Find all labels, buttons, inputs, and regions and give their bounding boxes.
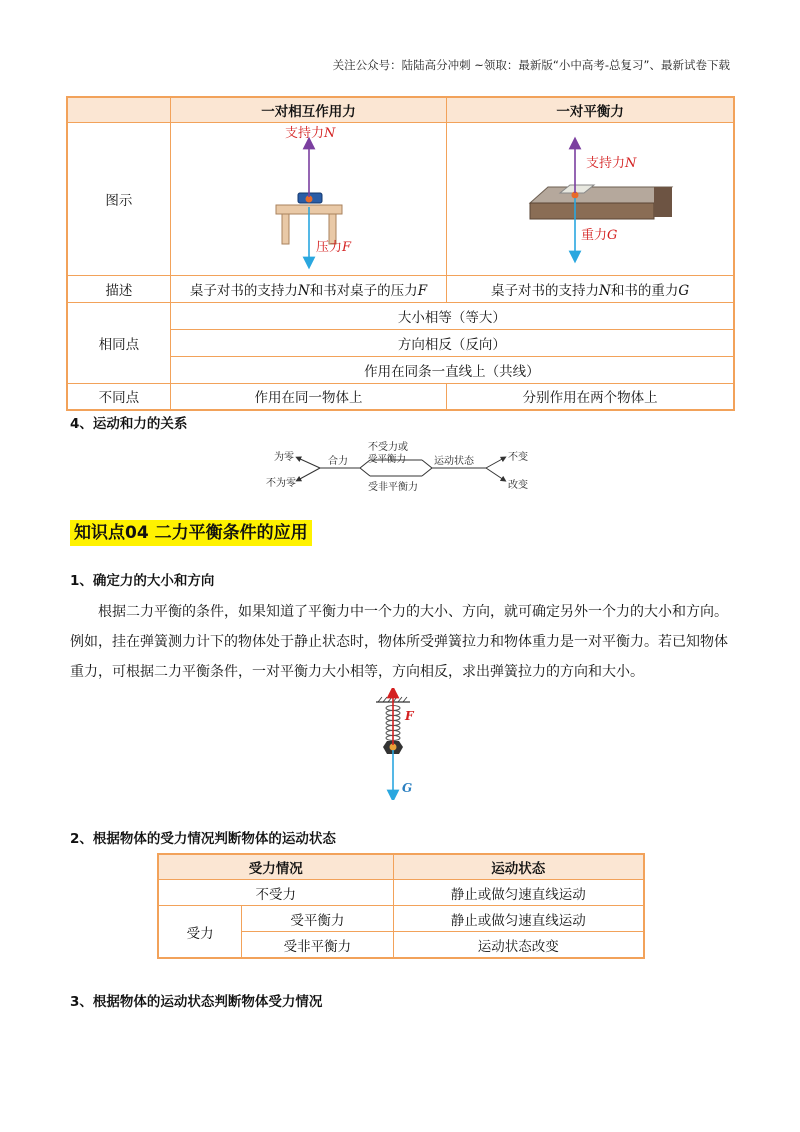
interaction-force-figure — [170, 123, 446, 276]
row1-motion: 静止或做匀速直线运动 — [393, 880, 644, 906]
force-comparison-table — [66, 96, 735, 411]
same-point-2: 方向相反（反向） — [170, 330, 734, 357]
flow-motion-state: 运动状态 — [434, 456, 474, 467]
row1-force: 不受力 — [158, 880, 393, 906]
flow-nonzero: 不为零 — [266, 478, 296, 489]
sub1-paragraph: 根据二力平衡的条件，如果知道了平衡力中一个力的大小、方向，就可确定另外一个力的大小和方向。例如，挂在弹簧测力计下的物体处于静止状态时，物体所受弹簧拉力和物体重力是一对平衡力。若已知物体重力，可根据二力平衡条件，一对平衡力大小相等，方向相反，求出弹簧拉力的方向和大小。 — [70, 604, 728, 680]
diff-balance: 分别作用在两个物体上 — [447, 384, 734, 410]
row-label-same: 相同点 — [67, 303, 170, 384]
balance-force-figure — [447, 123, 734, 276]
fig2-up-label: 支持力N — [586, 156, 637, 171]
spring-scale-figure — [366, 688, 426, 800]
col-header-force: 受力情况 — [158, 854, 393, 880]
row3-motion: 运动状态改变 — [393, 932, 644, 959]
sub2-title: 2、根据物体的受力情况判断物体的运动状态 — [70, 831, 336, 847]
col-header-interaction: 一对相互作用力 — [170, 97, 446, 123]
header-note: 关注公众号：陆陆高分冲刺 ~领取：最新版“小中高考-总复习”、最新试卷下载 — [332, 58, 730, 72]
flow-changed: 改变 — [508, 480, 528, 491]
spring-down-label: G — [402, 781, 413, 795]
sub1-title: 1、确定力的大小和方向 — [70, 573, 215, 589]
force-motion-table — [157, 853, 645, 959]
same-point-3: 作用在同条一直线上（共线） — [170, 357, 734, 384]
col-header-balance: 一对平衡力 — [447, 97, 734, 123]
col-header-motion: 运动状态 — [393, 854, 644, 880]
flow-zero: 为零 — [274, 452, 294, 463]
desc-balance: 桌子对书的支持力N和书的重力G — [447, 276, 734, 303]
flow-no-force-1: 不受力或 — [368, 442, 408, 453]
book-on-table-figure-2 — [490, 123, 690, 271]
book-on-table-figure-1 — [208, 123, 408, 271]
row-label-diagram: 图示 — [67, 123, 170, 276]
row-group-force: 受力 — [158, 906, 242, 959]
table-header-blank — [67, 97, 170, 123]
flow-unbalanced: 受非平衡力 — [368, 482, 418, 493]
spring-up-label: F — [405, 709, 414, 723]
fig1-down-label: 压力F — [316, 240, 352, 255]
knowledge-point-title: 知识点04 二力平衡条件的应用 — [70, 520, 312, 546]
diff-interaction: 作用在同一物体上 — [170, 384, 446, 410]
row3-force: 受非平衡力 — [242, 932, 393, 959]
row2-force: 受平衡力 — [242, 906, 393, 932]
flow-net-force: 合力 — [328, 456, 348, 467]
row-label-diff: 不同点 — [67, 384, 170, 410]
row2-motion: 静止或做匀速直线运动 — [393, 906, 644, 932]
flow-unchanged: 不变 — [508, 452, 528, 463]
desc-interaction: 桌子对书的支持力N和书对桌子的压力F — [170, 276, 446, 303]
fig1-up-label: 支持力N — [285, 126, 336, 141]
same-point-1: 大小相等（等大） — [170, 303, 734, 330]
flow-no-force-2: 受平衡力 — [368, 454, 407, 465]
section4-title: 4、运动和力的关系 — [70, 416, 188, 432]
fig2-down-label: 重力G — [581, 228, 618, 243]
motion-force-flow-diagram — [264, 438, 536, 496]
sub3-title: 3、根据物体的运动状态判断物体受力情况 — [70, 994, 323, 1010]
row-label-desc: 描述 — [67, 276, 170, 303]
